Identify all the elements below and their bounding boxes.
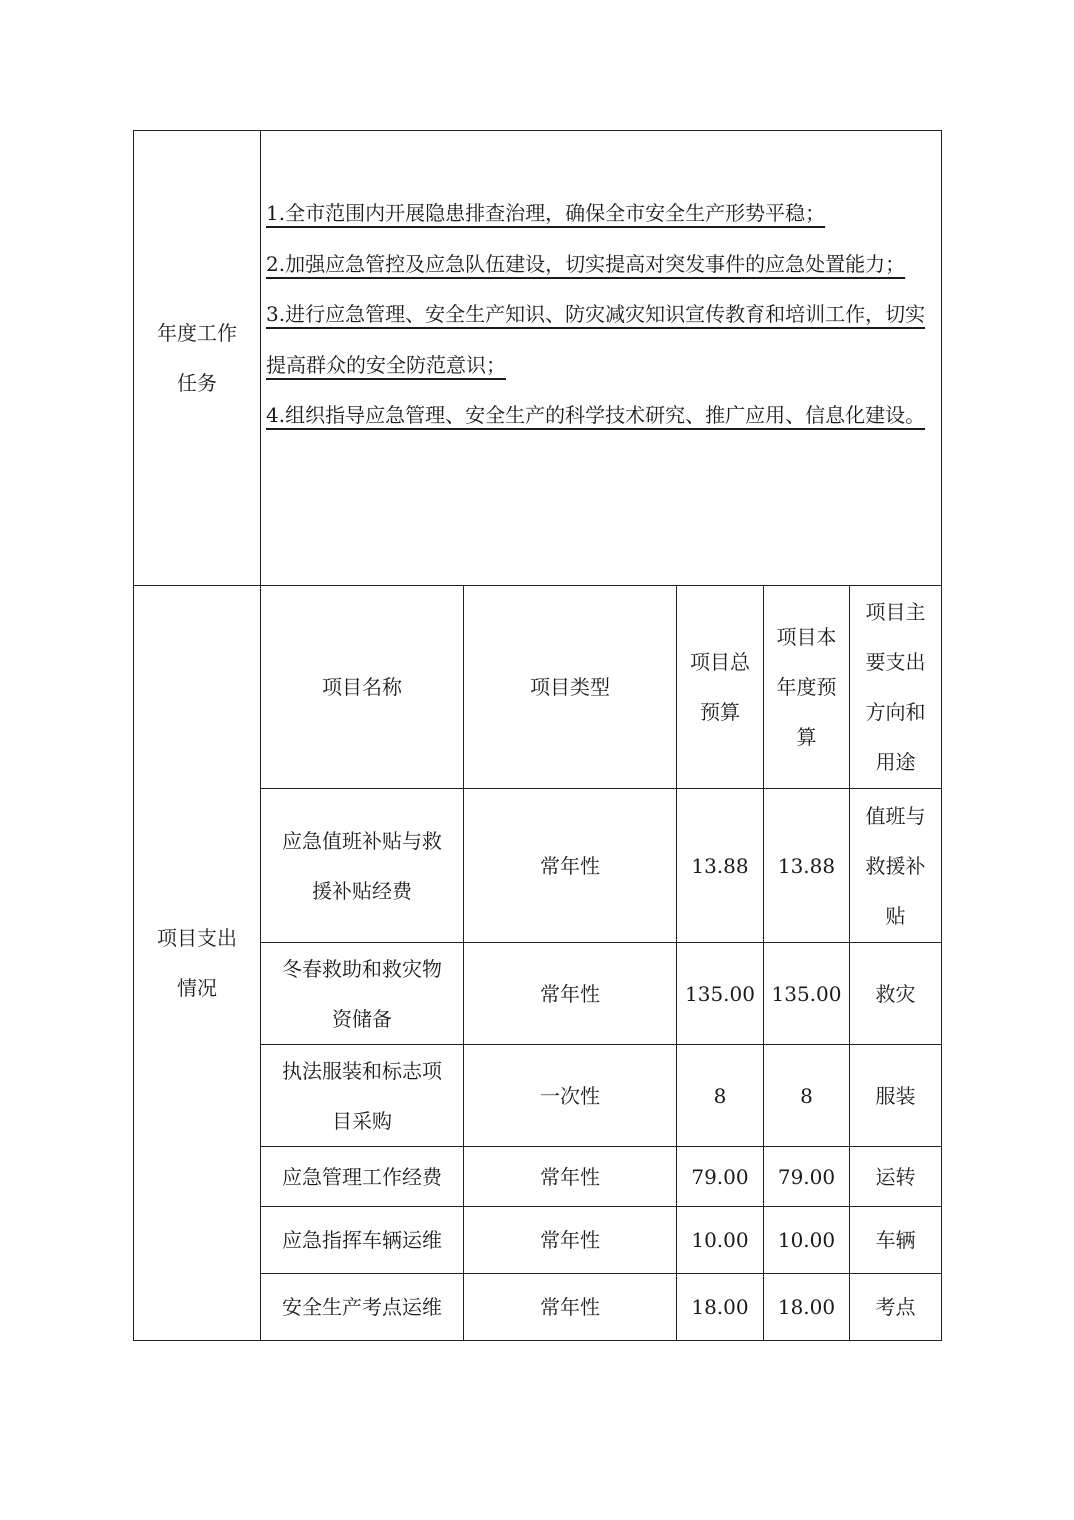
main-purpose: 救灾 bbox=[875, 981, 916, 1006]
annual-budget: 13.88 bbox=[777, 853, 836, 878]
project-type: 常年性 bbox=[540, 853, 600, 878]
main-purpose: 考点 bbox=[875, 1295, 916, 1319]
main-purpose: 车辆 bbox=[875, 1228, 916, 1252]
annual-budget: 18.00 bbox=[777, 1295, 836, 1319]
annual-budget: 135.00 bbox=[771, 981, 842, 1006]
total-budget: 10.00 bbox=[691, 1228, 749, 1252]
header-project-name: 项目名称 bbox=[322, 675, 402, 699]
project-name: 执法服装和标志项 目采购 bbox=[282, 1058, 442, 1133]
project-name: 安全生产考点运维 bbox=[282, 1295, 442, 1319]
total-budget: 13.88 bbox=[691, 853, 749, 878]
header-annual-budget: 项目本 年度预 算 bbox=[776, 625, 837, 749]
project-type: 常年性 bbox=[540, 981, 600, 1006]
project-type: 常年性 bbox=[540, 1164, 600, 1189]
header-main-purpose: 项目主 要支出 方向和 用途 bbox=[865, 600, 926, 774]
total-budget: 18.00 bbox=[691, 1295, 749, 1319]
project-name: 应急管理工作经费 bbox=[282, 1164, 442, 1189]
total-budget: 135.00 bbox=[685, 981, 755, 1006]
project-name: 应急指挥车辆运维 bbox=[282, 1228, 442, 1252]
project-name: 应急值班补贴与救 援补贴经费 bbox=[282, 828, 442, 903]
total-budget: 79.00 bbox=[691, 1164, 749, 1189]
task-item-1: 1.全市范围内开展隐患排查治理，确保全市安全生产形势平稳； bbox=[266, 201, 826, 225]
header-project-type: 项目类型 bbox=[530, 675, 610, 699]
main-purpose: 服装 bbox=[875, 1083, 916, 1108]
task-item-3: 3.进行应急管理、安全生产知识、防灾减灾知识宣传教育和培训工作，切实提高群众的安全防范意识； bbox=[266, 302, 926, 377]
header-total-budget: 项目总 预算 bbox=[690, 650, 750, 724]
annual-budget: 79.00 bbox=[777, 1164, 836, 1189]
tasks-list bbox=[266, 188, 928, 441]
projects-label: 项目支出 情况 bbox=[157, 926, 237, 1000]
total-budget: 8 bbox=[713, 1083, 727, 1108]
tasks-label: 年度工作 任务 bbox=[157, 321, 237, 395]
main-purpose: 运转 bbox=[875, 1164, 916, 1189]
project-type: 常年性 bbox=[540, 1228, 600, 1252]
project-name: 冬春救助和救灾物 资储备 bbox=[282, 956, 442, 1031]
task-item-4: 4.组织指导应急管理、安全生产的科学技术研究、推广应用、信息化建设。 bbox=[266, 403, 926, 427]
project-type: 一次性 bbox=[540, 1083, 600, 1108]
annual-budget: 8 bbox=[800, 1083, 813, 1108]
task-item-2: 2.加强应急管控及应急队伍建设，切实提高对突发事件的应急处置能力； bbox=[266, 251, 906, 276]
project-type: 常年性 bbox=[540, 1295, 600, 1319]
main-purpose: 值班与 救援补 贴 bbox=[865, 803, 926, 928]
annual-budget: 10.00 bbox=[777, 1228, 836, 1252]
